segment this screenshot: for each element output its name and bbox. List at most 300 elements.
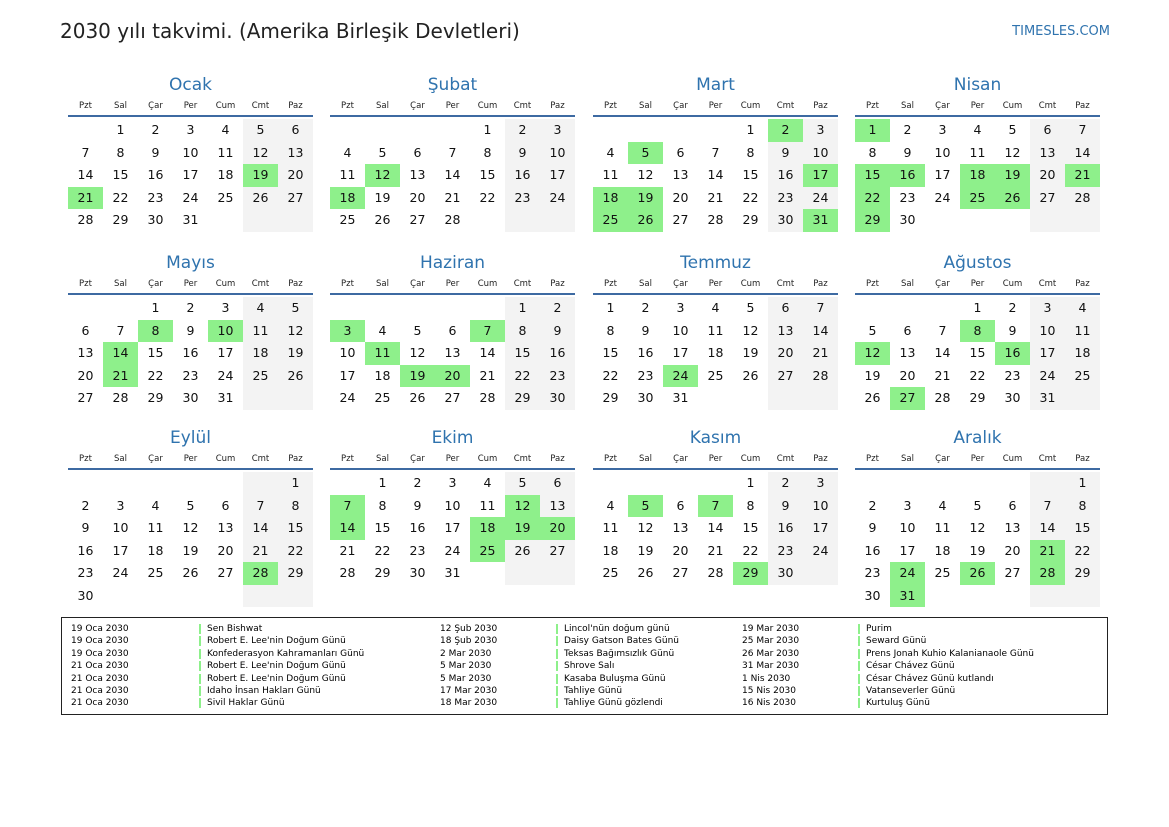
- day-cell: 8: [378, 497, 387, 513]
- day-cell: 27: [77, 390, 94, 405]
- day-cell: 14: [707, 520, 724, 535]
- day-cell: 15: [1065, 517, 1100, 540]
- day-cell: 6: [903, 322, 912, 338]
- day-cell: 6: [413, 144, 422, 160]
- day-cell: 23: [1004, 367, 1021, 383]
- weekday-label: Per: [445, 454, 460, 464]
- day-cell: 11: [1065, 320, 1100, 343]
- day-cell: 30: [409, 565, 426, 580]
- holiday-name: César Chávez Günü: [866, 661, 955, 672]
- holiday-marker: [556, 624, 558, 634]
- day-cell: 10: [803, 495, 838, 518]
- holiday-day-cell: 31: [803, 209, 838, 232]
- day-cell: 3: [221, 300, 230, 315]
- day-cell: 29: [602, 390, 619, 405]
- empty-cell: [1030, 209, 1065, 232]
- day-cell: 11: [339, 167, 356, 182]
- weekday-label: Cum: [1002, 101, 1023, 111]
- weekday-label: Cum: [1002, 279, 1023, 289]
- holiday-day-cell: 21: [1065, 164, 1100, 187]
- day-cell: 2: [868, 497, 877, 513]
- day-cell: 18: [243, 342, 278, 365]
- day-cell: 11: [707, 322, 724, 338]
- weekday-label: Sal: [901, 279, 914, 289]
- day-cell: 22: [278, 540, 313, 563]
- holiday-marker: [556, 698, 558, 708]
- day-cell: 21: [803, 342, 838, 365]
- weekday-label: Sal: [114, 454, 127, 464]
- day-cell: 3: [676, 300, 685, 315]
- weekday-label: Çar: [673, 454, 688, 464]
- day-cell: 20: [77, 367, 94, 383]
- day-cell: 24: [803, 187, 838, 210]
- day-cell: 15: [969, 345, 986, 360]
- weekday-label: Per: [183, 454, 198, 464]
- empty-cell: [243, 387, 278, 410]
- weekday-label: Per: [970, 454, 985, 464]
- empty-cell: [698, 472, 733, 495]
- day-cell: 16: [505, 164, 540, 187]
- day-cell: 15: [278, 517, 313, 540]
- day-cell: 10: [899, 520, 916, 535]
- day-cell: 5: [243, 119, 278, 142]
- weekday-label: Çar: [935, 454, 950, 464]
- day-cell: 25: [602, 565, 619, 580]
- day-cell: 21: [444, 189, 461, 205]
- month-1: [68, 74, 313, 232]
- day-cell: 1: [151, 300, 160, 315]
- holiday-day-cell: 19: [995, 164, 1030, 187]
- holiday-day-cell: 21: [103, 365, 138, 388]
- holiday-day-cell: 18: [593, 187, 628, 210]
- weekday-label: Sal: [376, 454, 389, 464]
- empty-cell: [103, 297, 138, 320]
- day-cell: 12: [1004, 144, 1021, 160]
- holiday-name: Prens Jonah Kuhio Kalanianaole Günü: [866, 648, 1034, 659]
- holiday-day-cell: 18: [330, 187, 365, 210]
- day-cell: 16: [147, 167, 164, 182]
- day-cell: 6: [676, 144, 685, 160]
- weekday-header: [68, 100, 313, 112]
- holiday-date: 16 Nis 2030: [742, 698, 796, 709]
- day-cell: 28: [479, 390, 496, 405]
- day-cell: 8: [606, 322, 615, 338]
- holiday-marker: [199, 686, 201, 696]
- empty-cell: [208, 585, 243, 608]
- day-cell: 27: [444, 390, 461, 405]
- empty-cell: [628, 472, 663, 495]
- day-cell: 26: [182, 565, 199, 580]
- holiday-date: 12 Şub 2030: [440, 624, 498, 634]
- weekday-label: Sal: [114, 101, 127, 111]
- month-name: Ağustos: [943, 253, 1012, 273]
- day-cell: 4: [606, 144, 615, 160]
- weekday-label: Paz: [1075, 454, 1090, 464]
- day-cell: 4: [151, 497, 160, 513]
- day-cell: 20: [899, 367, 916, 383]
- weekday-label: Per: [445, 279, 460, 289]
- day-cell: 25: [374, 390, 391, 405]
- holiday-marker: [199, 624, 201, 634]
- day-cell: 9: [768, 142, 803, 165]
- page-title: 2030 yılı takvimi. (Amerika Birleşik Devletleri): [60, 19, 520, 43]
- day-cell: 16: [182, 345, 199, 360]
- holiday-name: Kasaba Buluşma Günü: [564, 673, 666, 684]
- weekday-label: Sal: [901, 101, 914, 111]
- empty-cell: [663, 472, 698, 495]
- day-cell: 28: [803, 365, 838, 388]
- day-cell: 12: [637, 520, 654, 535]
- day-cell: 7: [116, 322, 125, 338]
- day-cell: 1: [746, 122, 755, 137]
- day-cell: 22: [147, 367, 164, 383]
- day-cell: 28: [444, 212, 461, 227]
- empty-cell: [593, 472, 628, 495]
- holiday-day-cell: 5: [628, 142, 663, 165]
- day-cell: 16: [540, 342, 575, 365]
- day-cell: 26: [243, 187, 278, 210]
- day-cell: 10: [540, 142, 575, 165]
- day-cell: 20: [409, 189, 426, 205]
- empty-cell: [365, 119, 400, 142]
- empty-cell: [208, 209, 243, 232]
- weekday-label: Cmt: [251, 454, 270, 464]
- holiday-date: 18 Mar 2030: [440, 698, 498, 709]
- day-cell: 30: [182, 390, 199, 405]
- holiday-day-cell: 24: [663, 365, 698, 388]
- day-cell: 22: [602, 367, 619, 383]
- day-cell: 28: [707, 565, 724, 580]
- day-cell: 13: [1030, 142, 1065, 165]
- day-cell: 3: [186, 122, 195, 137]
- holiday-marker: [199, 698, 201, 708]
- month-7: [593, 252, 838, 410]
- day-cell: 5: [413, 322, 422, 338]
- day-cell: 20: [1030, 164, 1065, 187]
- day-cell: 24: [540, 187, 575, 210]
- weekday-header: [330, 453, 575, 465]
- day-cell: 12: [182, 520, 199, 535]
- day-cell: 28: [112, 390, 129, 405]
- day-cell: 16: [768, 517, 803, 540]
- holiday-day-cell: 19: [243, 164, 278, 187]
- day-cell: 16: [77, 542, 94, 558]
- day-cell: 14: [707, 167, 724, 182]
- empty-cell: [698, 387, 733, 410]
- day-cell: 30: [77, 587, 94, 603]
- holiday-marker: [556, 661, 558, 671]
- day-cell: 6: [676, 497, 685, 513]
- holiday-day-cell: 21: [68, 187, 103, 210]
- site-link[interactable]: TIMESLES.COM: [1012, 24, 1110, 39]
- day-cell: 18: [934, 542, 951, 558]
- day-cell: 8: [746, 497, 755, 513]
- header-divider: [330, 115, 575, 117]
- month-name: Mart: [696, 75, 735, 95]
- weekday-label: Sal: [376, 101, 389, 111]
- day-cell: 3: [1030, 297, 1065, 320]
- empty-cell: [995, 209, 1030, 232]
- empty-cell: [330, 119, 365, 142]
- day-cell: 13: [540, 495, 575, 518]
- day-cell: 2: [641, 300, 650, 315]
- day-cell: 6: [1008, 497, 1017, 513]
- day-cell: 14: [77, 167, 94, 182]
- month-12: [855, 427, 1100, 607]
- day-cell: 25: [243, 365, 278, 388]
- month-11: [593, 427, 838, 585]
- day-cell: 21: [934, 367, 951, 383]
- day-cell: 22: [505, 365, 540, 388]
- empty-cell: [540, 209, 575, 232]
- day-cell: 23: [864, 565, 881, 580]
- holiday-date: 17 Mar 2030: [440, 685, 498, 696]
- holiday-marker: [556, 636, 558, 646]
- day-grid: [68, 297, 313, 410]
- empty-cell: [173, 472, 208, 495]
- weekday-label: Pzt: [866, 279, 879, 289]
- day-cell: 27: [1004, 565, 1021, 580]
- day-cell: 17: [934, 167, 951, 182]
- empty-cell: [768, 387, 803, 410]
- holiday-legend: [61, 617, 1108, 715]
- weekday-header: [855, 278, 1100, 290]
- day-cell: 24: [112, 565, 129, 580]
- holiday-name: Daisy Gatson Bates Günü: [564, 636, 679, 647]
- day-cell: 23: [768, 187, 803, 210]
- holiday-day-cell: 7: [470, 320, 505, 343]
- day-cell: 3: [540, 119, 575, 142]
- weekday-header: [855, 100, 1100, 112]
- empty-cell: [68, 119, 103, 142]
- holiday-marker: [858, 636, 860, 646]
- empty-cell: [208, 472, 243, 495]
- day-cell: 26: [409, 390, 426, 405]
- holiday-day-cell: 21: [1030, 540, 1065, 563]
- holiday-day-cell: 24: [890, 562, 925, 585]
- day-cell: 9: [413, 497, 422, 513]
- day-cell: 17: [217, 345, 234, 360]
- holiday-day-cell: 12: [365, 164, 400, 187]
- weekday-label: Per: [970, 279, 985, 289]
- day-cell: 16: [637, 345, 654, 360]
- empty-cell: [103, 472, 138, 495]
- day-cell: 26: [505, 540, 540, 563]
- holiday-day-cell: 18: [960, 164, 995, 187]
- day-cell: 12: [969, 520, 986, 535]
- holiday-date: 25 Mar 2030: [742, 636, 800, 647]
- empty-cell: [960, 472, 995, 495]
- day-cell: 28: [934, 390, 951, 405]
- holiday-marker: [199, 661, 201, 671]
- holiday-day-cell: 26: [960, 562, 995, 585]
- weekday-label: Çar: [410, 279, 425, 289]
- weekday-label: Per: [445, 101, 460, 111]
- weekday-label: Cum: [215, 279, 236, 289]
- day-cell: 31: [444, 565, 461, 580]
- month-5: [68, 252, 313, 410]
- day-cell: 10: [934, 144, 951, 160]
- day-cell: 25: [217, 189, 234, 205]
- weekday-label: Paz: [813, 279, 828, 289]
- day-cell: 23: [182, 367, 199, 383]
- day-cell: 26: [742, 367, 759, 383]
- day-cell: 24: [1030, 365, 1065, 388]
- month-2: [330, 74, 575, 232]
- day-cell: 25: [1065, 365, 1100, 388]
- empty-cell: [435, 297, 470, 320]
- day-cell: 15: [479, 167, 496, 182]
- holiday-name: Sivil Haklar Günü: [207, 698, 285, 709]
- day-cell: 6: [768, 297, 803, 320]
- weekday-label: Cmt: [513, 454, 532, 464]
- day-cell: 23: [409, 542, 426, 558]
- day-cell: 10: [803, 142, 838, 165]
- holiday-day-cell: 1: [855, 119, 890, 142]
- day-grid: [593, 119, 838, 232]
- day-cell: 3: [116, 497, 125, 513]
- holiday-date: 19 Oca 2030: [71, 624, 129, 634]
- day-cell: 22: [742, 189, 759, 205]
- day-cell: 21: [707, 542, 724, 558]
- holiday-marker: [858, 649, 860, 659]
- weekday-label: Çar: [673, 101, 688, 111]
- weekday-label: Sal: [639, 101, 652, 111]
- day-cell: 29: [278, 562, 313, 585]
- header-divider: [330, 293, 575, 295]
- empty-cell: [890, 472, 925, 495]
- weekday-label: Çar: [148, 279, 163, 289]
- header-divider: [68, 115, 313, 117]
- day-cell: 5: [378, 144, 387, 160]
- day-cell: 16: [768, 164, 803, 187]
- day-cell: 9: [641, 322, 650, 338]
- day-cell: 4: [711, 300, 720, 315]
- day-cell: 21: [707, 189, 724, 205]
- header-divider: [330, 468, 575, 470]
- day-cell: 29: [969, 390, 986, 405]
- holiday-date: 19 Mar 2030: [742, 624, 800, 634]
- day-cell: 10: [444, 497, 461, 513]
- holiday-day-cell: 18: [470, 517, 505, 540]
- day-cell: 2: [151, 122, 160, 137]
- holiday-day-cell: 14: [330, 517, 365, 540]
- holiday-marker: [858, 686, 860, 696]
- day-cell: 18: [602, 542, 619, 558]
- holiday-marker: [556, 674, 558, 684]
- day-cell: 1: [606, 300, 615, 315]
- day-cell: 13: [278, 142, 313, 165]
- day-cell: 12: [637, 167, 654, 182]
- day-cell: 23: [147, 189, 164, 205]
- weekday-label: Sal: [901, 454, 914, 464]
- weekday-label: Cum: [215, 101, 236, 111]
- empty-cell: [1065, 387, 1100, 410]
- day-cell: 10: [672, 322, 689, 338]
- day-cell: 17: [672, 345, 689, 360]
- day-cell: 13: [899, 345, 916, 360]
- day-cell: 20: [278, 164, 313, 187]
- day-cell: 1: [378, 475, 387, 490]
- weekday-label: Paz: [288, 454, 303, 464]
- day-cell: 23: [505, 187, 540, 210]
- day-cell: 11: [969, 144, 986, 160]
- day-cell: 11: [243, 320, 278, 343]
- day-cell: 21: [339, 542, 356, 558]
- weekday-header: [593, 453, 838, 465]
- day-cell: 1: [973, 300, 982, 315]
- empty-cell: [803, 387, 838, 410]
- day-cell: 9: [540, 320, 575, 343]
- weekday-label: Cum: [477, 454, 498, 464]
- day-cell: 7: [1065, 119, 1100, 142]
- holiday-marker: [199, 636, 201, 646]
- day-cell: 17: [1030, 342, 1065, 365]
- weekday-header: [330, 100, 575, 112]
- empty-cell: [173, 585, 208, 608]
- weekday-label: Pzt: [79, 279, 92, 289]
- holiday-marker: [858, 674, 860, 684]
- weekday-label: Sal: [639, 279, 652, 289]
- day-cell: 19: [864, 367, 881, 383]
- weekday-label: Cmt: [776, 101, 795, 111]
- holiday-marker: [556, 686, 558, 696]
- empty-cell: [470, 297, 505, 320]
- day-cell: 14: [1030, 517, 1065, 540]
- empty-cell: [278, 209, 313, 232]
- holiday-date: 26 Mar 2030: [742, 648, 800, 659]
- holiday-name: Purim: [866, 624, 892, 634]
- day-cell: 3: [448, 475, 457, 490]
- day-cell: 11: [602, 167, 619, 182]
- holiday-name: Idaho İnsan Hakları Günü: [207, 685, 321, 696]
- day-cell: 14: [934, 345, 951, 360]
- weekday-label: Paz: [813, 101, 828, 111]
- day-cell: 17: [112, 542, 129, 558]
- weekday-label: Cmt: [251, 101, 270, 111]
- day-cell: 5: [278, 297, 313, 320]
- weekday-label: Paz: [1075, 279, 1090, 289]
- holiday-day-cell: 10: [208, 320, 243, 343]
- holiday-day-cell: 19: [400, 365, 435, 388]
- day-cell: 7: [448, 144, 457, 160]
- day-cell: 10: [339, 345, 356, 360]
- empty-cell: [243, 209, 278, 232]
- weekday-header: [593, 100, 838, 112]
- day-cell: 2: [81, 497, 90, 513]
- day-cell: 16: [864, 542, 881, 558]
- day-cell: 13: [217, 520, 234, 535]
- day-cell: 29: [742, 212, 759, 227]
- day-cell: 30: [1004, 390, 1021, 405]
- day-cell: 13: [768, 320, 803, 343]
- empty-cell: [243, 585, 278, 608]
- holiday-marker: [199, 674, 201, 684]
- empty-cell: [278, 387, 313, 410]
- holiday-day-cell: 12: [855, 342, 890, 365]
- day-cell: 26: [374, 212, 391, 227]
- weekday-label: Per: [708, 454, 723, 464]
- day-cell: 4: [243, 297, 278, 320]
- month-3: [593, 74, 838, 232]
- day-cell: 20: [1004, 542, 1021, 558]
- holiday-date: 5 Mar 2030: [440, 661, 492, 672]
- day-cell: 20: [672, 542, 689, 558]
- empty-cell: [1030, 472, 1065, 495]
- day-cell: 27: [768, 365, 803, 388]
- day-cell: 1: [505, 297, 540, 320]
- day-cell: 30: [899, 212, 916, 227]
